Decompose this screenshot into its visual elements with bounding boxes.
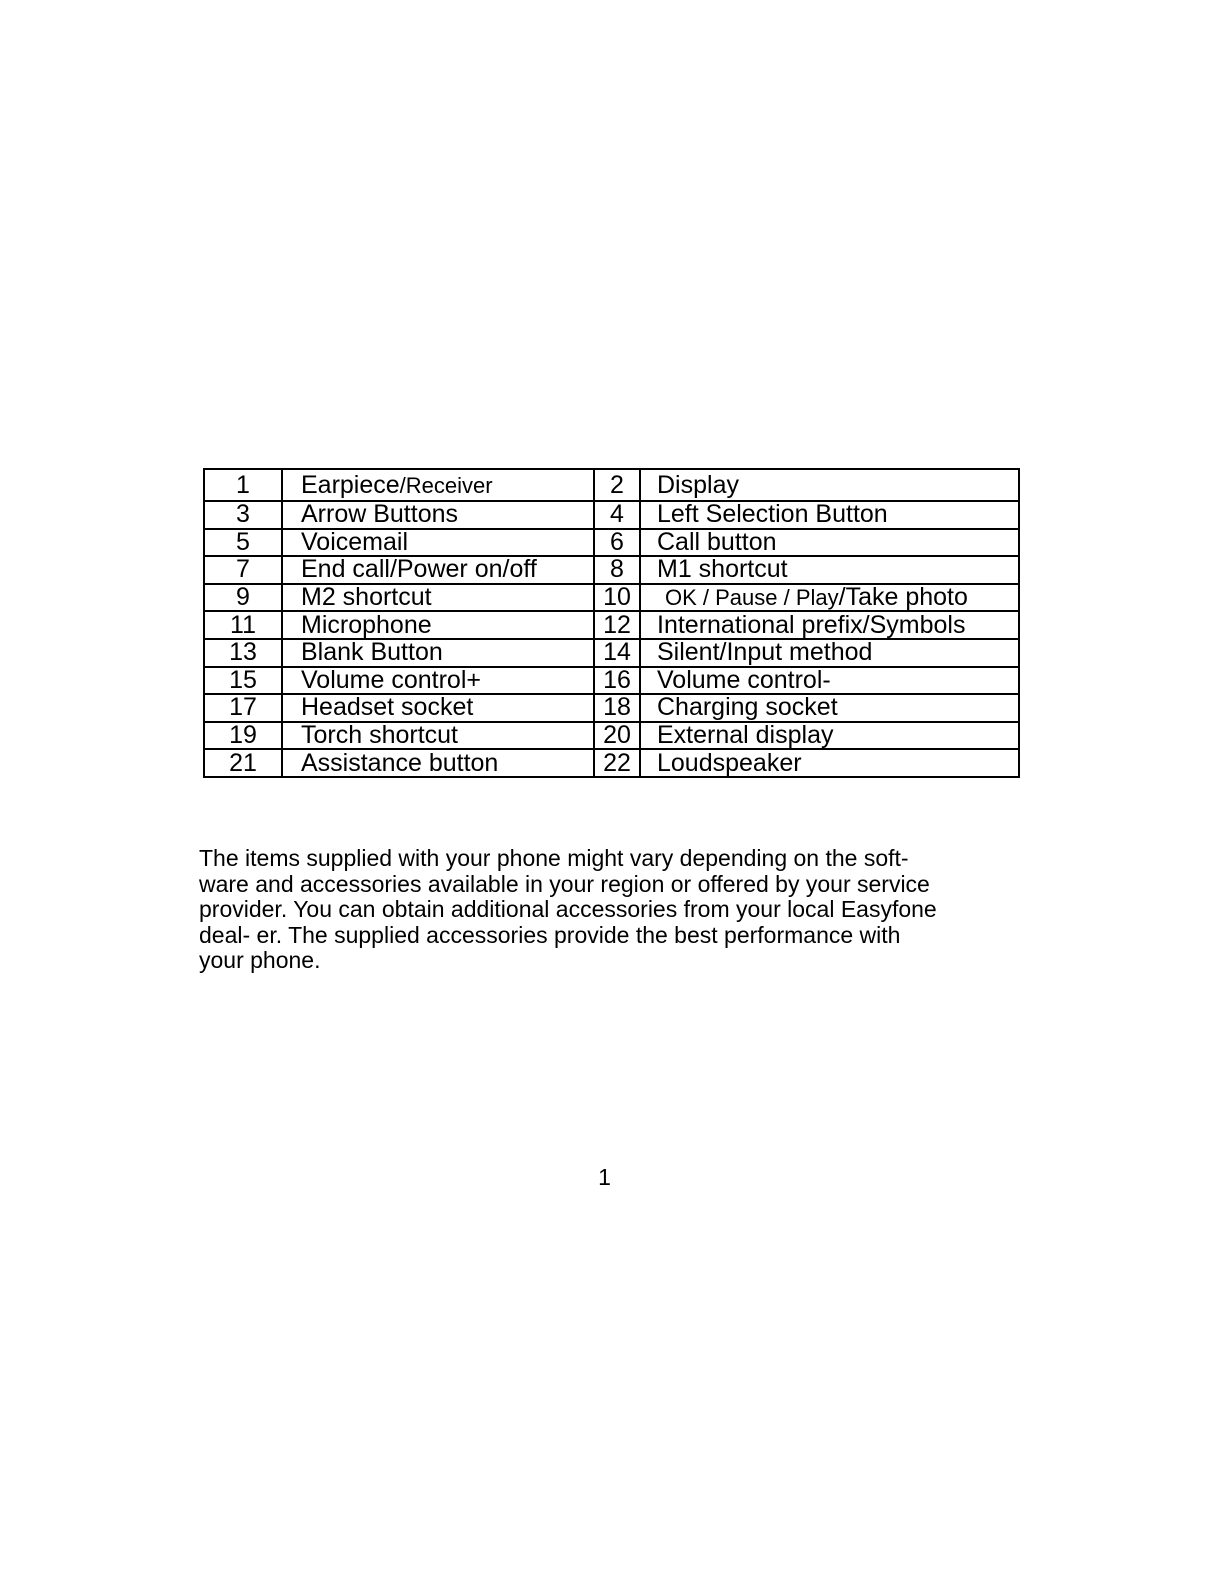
key-number: 13	[204, 639, 282, 667]
table-row	[204, 501, 1019, 529]
key-legend-table	[203, 468, 1020, 778]
key-label: Headset socket	[282, 694, 594, 722]
key-label-text: /Take photo	[838, 583, 968, 612]
key-label: Volume control+	[282, 667, 594, 695]
table-row	[204, 667, 1019, 695]
table-row	[204, 529, 1019, 557]
key-label: Arrow Buttons	[282, 501, 594, 529]
key-label: Loudspeaker	[640, 749, 1019, 777]
key-label: Torch shortcut	[282, 722, 594, 750]
table-row	[204, 469, 1019, 501]
key-number: 12	[594, 611, 640, 639]
key-number: 11	[204, 611, 282, 639]
key-number: 22	[594, 749, 640, 777]
key-number: 15	[204, 667, 282, 695]
note-line: The items supplied with your phone might vary depending on the soft-	[199, 845, 909, 871]
key-label	[282, 469, 594, 501]
key-number: 2	[594, 469, 640, 501]
key-label	[640, 584, 1019, 612]
note-line: deal- er. The supplied accessories provide the best performance with	[199, 921, 901, 948]
key-number: 9	[204, 584, 282, 612]
key-label: International prefix/Symbols	[640, 611, 1019, 639]
key-number: 20	[594, 722, 640, 750]
key-label: Volume control-	[640, 667, 1019, 695]
key-label-suffix: /Receiver	[399, 472, 493, 498]
key-number: 14	[594, 639, 640, 667]
key-number: 4	[594, 501, 640, 529]
key-number: 19	[204, 722, 282, 750]
key-label: Assistance button	[282, 749, 594, 777]
key-label: Charging socket	[640, 694, 1019, 722]
note-line: ware and accessories available in your region or offered by your service	[199, 870, 930, 897]
key-number: 16	[594, 667, 640, 695]
table-row	[204, 694, 1019, 722]
key-label: Left Selection Button	[640, 501, 1019, 529]
key-number: 18	[594, 694, 640, 722]
page-number: 1	[598, 1164, 611, 1190]
key-label-text: Earpiece	[301, 470, 400, 499]
table-row	[204, 556, 1019, 584]
key-label: Call button	[640, 529, 1019, 557]
key-number: 7	[204, 556, 282, 584]
key-label: Blank Button	[282, 639, 594, 667]
key-number: 3	[204, 501, 282, 529]
key-number: 8	[594, 556, 640, 584]
key-label: M2 shortcut	[282, 584, 594, 612]
note-line: provider. You can obtain additional accessories from your local Easyfone	[199, 896, 937, 923]
key-label: End call/Power on/off	[282, 556, 594, 584]
key-number: 6	[594, 529, 640, 557]
key-number: 5	[204, 529, 282, 557]
key-label: External display	[640, 722, 1019, 750]
key-label: Microphone	[282, 611, 594, 639]
key-label: Display	[640, 469, 1019, 501]
table-row	[204, 749, 1019, 777]
table-row	[204, 611, 1019, 639]
accessories-note	[199, 846, 1029, 974]
key-number: 10	[594, 584, 640, 612]
key-label: M1 shortcut	[640, 556, 1019, 584]
key-label: Voicemail	[282, 529, 594, 557]
table-row	[204, 639, 1019, 667]
key-number: 21	[204, 749, 282, 777]
table-row	[204, 584, 1019, 612]
key-number: 17	[204, 694, 282, 722]
key-label-prefix: OK / Pause / Play	[665, 585, 839, 611]
key-number: 1	[204, 469, 282, 501]
key-label: Silent/Input method	[640, 639, 1019, 667]
table-row	[204, 722, 1019, 750]
note-line: your phone.	[199, 947, 321, 974]
